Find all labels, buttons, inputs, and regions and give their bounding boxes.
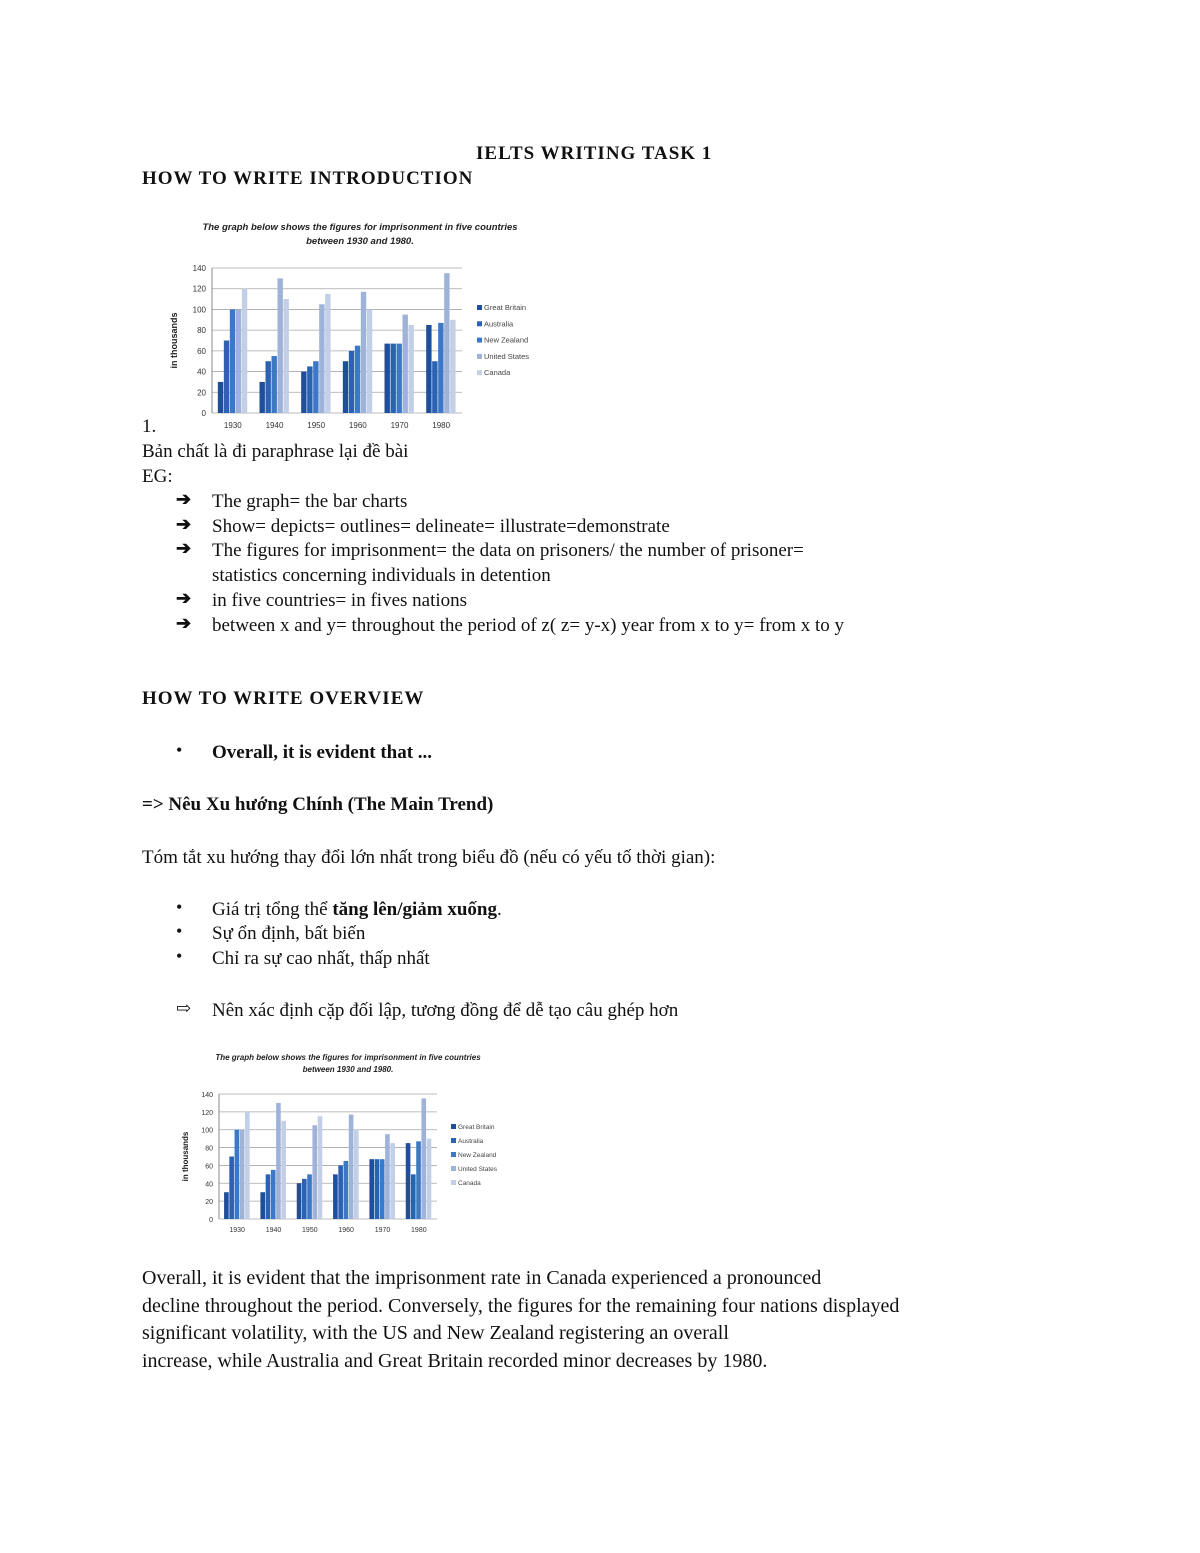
bar (391, 344, 396, 413)
bar (375, 1159, 380, 1219)
bar (450, 320, 455, 413)
x-tick-label: 1930 (229, 1227, 245, 1234)
bar (302, 1179, 307, 1219)
bar (325, 294, 330, 413)
bar (344, 1161, 349, 1219)
x-tick-label: 1930 (223, 421, 242, 430)
bar (438, 323, 443, 413)
bar (272, 356, 277, 413)
legend-label: Great Britain (484, 303, 527, 312)
paraphrase-item: The graph= the bar charts (212, 491, 408, 512)
bar (319, 304, 324, 413)
paraphrase-item: Show= depicts= outlines= delineate= illustrate=demonstrate (212, 516, 670, 537)
paraphrase-item: between x and y= throughout the period of z( z= y-x) year from x to y= from x to y (212, 615, 845, 636)
y-tick-label: 120 (192, 284, 206, 294)
legend-label: United States (458, 1166, 498, 1173)
arrow-icon: ➔ (176, 588, 192, 608)
legend-swatch (477, 321, 482, 326)
y-tick-label: 40 (205, 1181, 213, 1189)
intro-heading: HOW TO WRITE INTRODUCTION (142, 168, 474, 189)
paraphrase-item: in five countries= in fives nations (212, 590, 468, 611)
bullet-icon: • (176, 946, 183, 966)
legend-label: United States (484, 351, 530, 361)
bar (235, 1130, 240, 1219)
bar (276, 1103, 281, 1219)
arrow-icon: ➔ (176, 538, 192, 558)
legend-label: Australia (458, 1138, 484, 1145)
summary-line: Tóm tắt xu hướng thay đổi lớn nhất trong biểu đồ (nếu có yếu tố thời gian): (142, 847, 716, 868)
hollow-arrow-icon: ⇨ (176, 998, 192, 1018)
y-tick-label: 60 (205, 1163, 213, 1171)
overview-bullet: Overall, it is evident that ... (212, 742, 433, 763)
y-tick-label: 100 (192, 305, 206, 315)
x-tick-label: 1950 (302, 1227, 318, 1234)
bar (409, 325, 414, 413)
chart-2 (175, 1045, 520, 1250)
legend-label: Great Britain (458, 1124, 495, 1131)
chart-subtitle: between 1930 and 1980. (306, 236, 414, 247)
paraphrase-continuation: statistics concerning individuals in detention (212, 565, 551, 586)
bar (338, 1165, 343, 1219)
y-tick-label: 100 (201, 1127, 213, 1135)
bar (307, 1174, 312, 1219)
y-tick-label: 20 (197, 388, 206, 398)
overview-heading: HOW TO WRITE OVERVIEW (142, 688, 425, 709)
bar (411, 1174, 416, 1219)
y-tick-label: 140 (192, 264, 206, 273)
legend-swatch (451, 1152, 456, 1157)
bar (236, 309, 241, 413)
eg-label: EG: (142, 466, 173, 487)
bar (301, 372, 306, 413)
y-axis-label: in thousands (169, 312, 179, 369)
intro-line: Bản chất là đi paraphrase lại đề bài (142, 441, 409, 462)
trend-bullet-2: Sự ổn định, bất biến (212, 923, 366, 944)
bar (369, 1159, 374, 1219)
arrow-icon: ➔ (176, 514, 192, 534)
legend-swatch (451, 1166, 456, 1171)
bar (240, 1130, 245, 1219)
x-tick-label: 1960 (338, 1227, 354, 1234)
x-tick-label: 1960 (348, 421, 367, 430)
x-tick-label: 1980 (432, 421, 451, 430)
bar (397, 344, 402, 413)
bar (333, 1174, 338, 1219)
x-tick-label: 1980 (411, 1227, 427, 1234)
bar (312, 1125, 317, 1219)
y-axis-label: in thousands (181, 1131, 190, 1182)
bullet-icon: • (176, 740, 183, 760)
paragraph-line: increase, while Australia and Great Britain recorded minor decreases by 1980. (142, 1349, 768, 1372)
bar (390, 1143, 395, 1219)
paragraph-line: significant volatility, with the US and New Zealand registering an overall (142, 1322, 729, 1344)
bar (416, 1141, 421, 1219)
chart-1-svg (165, 212, 545, 437)
y-tick-label: 80 (205, 1145, 213, 1153)
bar (427, 1139, 432, 1219)
bar (229, 1157, 234, 1220)
bar (224, 341, 229, 414)
legend-label: Canada (458, 1180, 481, 1187)
bar (266, 361, 271, 413)
trend-bullet-3: Chỉ ra sự cao nhất, thấp nhất (212, 948, 430, 969)
bar (230, 309, 235, 413)
chart-1 (165, 212, 545, 442)
bar (421, 1098, 426, 1219)
trend-bullet-1-bold: tăng lên/giảm xuống (332, 899, 498, 920)
legend-swatch (451, 1180, 456, 1185)
y-tick-label: 0 (209, 1217, 213, 1224)
bar (349, 1115, 354, 1219)
legend-label: Canada (484, 368, 511, 378)
y-tick-label: 0 (201, 409, 206, 418)
x-tick-label: 1940 (265, 1227, 282, 1234)
legend-swatch (477, 338, 482, 343)
bar (406, 1143, 411, 1219)
legend-swatch (477, 305, 482, 310)
bar (444, 273, 449, 413)
bar (361, 292, 366, 413)
bar (271, 1170, 276, 1219)
y-tick-label: 40 (197, 367, 206, 377)
bar (354, 1130, 359, 1219)
legend-swatch (477, 370, 482, 375)
bar (218, 382, 223, 413)
y-tick-label: 140 (201, 1092, 213, 1099)
bar (278, 278, 283, 413)
bar (266, 1174, 271, 1219)
bar (432, 361, 437, 413)
bar (260, 1192, 265, 1219)
legend-swatch (451, 1138, 456, 1143)
bar (242, 289, 247, 413)
y-tick-label: 80 (197, 326, 206, 336)
bar (260, 382, 265, 413)
bar (403, 315, 408, 413)
item-number: 1. (142, 416, 157, 437)
arrow-icon: ➔ (176, 613, 192, 633)
main-trend: => Nêu Xu hướng Chính (The Main Trend) (142, 794, 494, 815)
bar (426, 325, 431, 413)
trend-bullet-1-post: . (497, 899, 502, 920)
chart-subtitle: between 1930 and 1980. (302, 1065, 394, 1074)
legend-swatch (477, 354, 482, 359)
legend-label: New Zealand (458, 1152, 497, 1159)
bar (281, 1121, 286, 1219)
y-tick-label: 20 (205, 1199, 213, 1207)
document-title: IELTS WRITING TASK 1 (476, 143, 713, 164)
bar (380, 1159, 385, 1219)
bar (307, 366, 312, 413)
bullet-icon: • (176, 897, 183, 917)
bar (355, 346, 360, 413)
bar (245, 1112, 250, 1219)
chart-2-svg (175, 1045, 520, 1245)
overview-paragraph (142, 1265, 1062, 1375)
bar (385, 1134, 390, 1219)
paraphrase-item: The figures for imprisonment= the data on prisoners/ the number of prisoner= (212, 540, 804, 561)
legend-label: Australia (484, 319, 514, 329)
bar (367, 309, 372, 413)
chart-title: The graph below shows the figures for imprisonment in five countries (215, 1053, 481, 1062)
chart-title: The graph below shows the figures for imprisonment in five countries (202, 222, 518, 233)
trend-bullet-1 (212, 897, 502, 922)
legend-swatch (451, 1124, 456, 1129)
paragraph-line: decline throughout the period. Conversely, the figures for the remaining four nations displayed (142, 1294, 900, 1317)
bar (313, 361, 318, 413)
legend-label: New Zealand (484, 335, 529, 345)
trend-bullet-1-pre: Giá trị tổng thể (212, 899, 333, 920)
bar (318, 1116, 323, 1219)
tip-line: Nên xác định cặp đối lập, tương đồng để dễ tạo câu ghép hơn (212, 1000, 679, 1021)
bar (343, 361, 348, 413)
x-tick-label: 1940 (265, 421, 284, 430)
arrow-icon: ➔ (176, 489, 192, 509)
bar (224, 1192, 229, 1219)
bar (284, 299, 289, 413)
bar (385, 344, 390, 413)
x-tick-label: 1970 (390, 421, 409, 430)
x-tick-label: 1970 (374, 1227, 391, 1234)
y-tick-label: 120 (201, 1109, 213, 1117)
bullet-icon: • (176, 921, 183, 941)
bar (349, 351, 354, 413)
paragraph-line: Overall, it is evident that the imprisonment rate in Canada experienced a pronounced (142, 1267, 822, 1289)
y-tick-label: 60 (197, 346, 206, 356)
bar (297, 1183, 302, 1219)
x-tick-label: 1950 (307, 421, 326, 430)
